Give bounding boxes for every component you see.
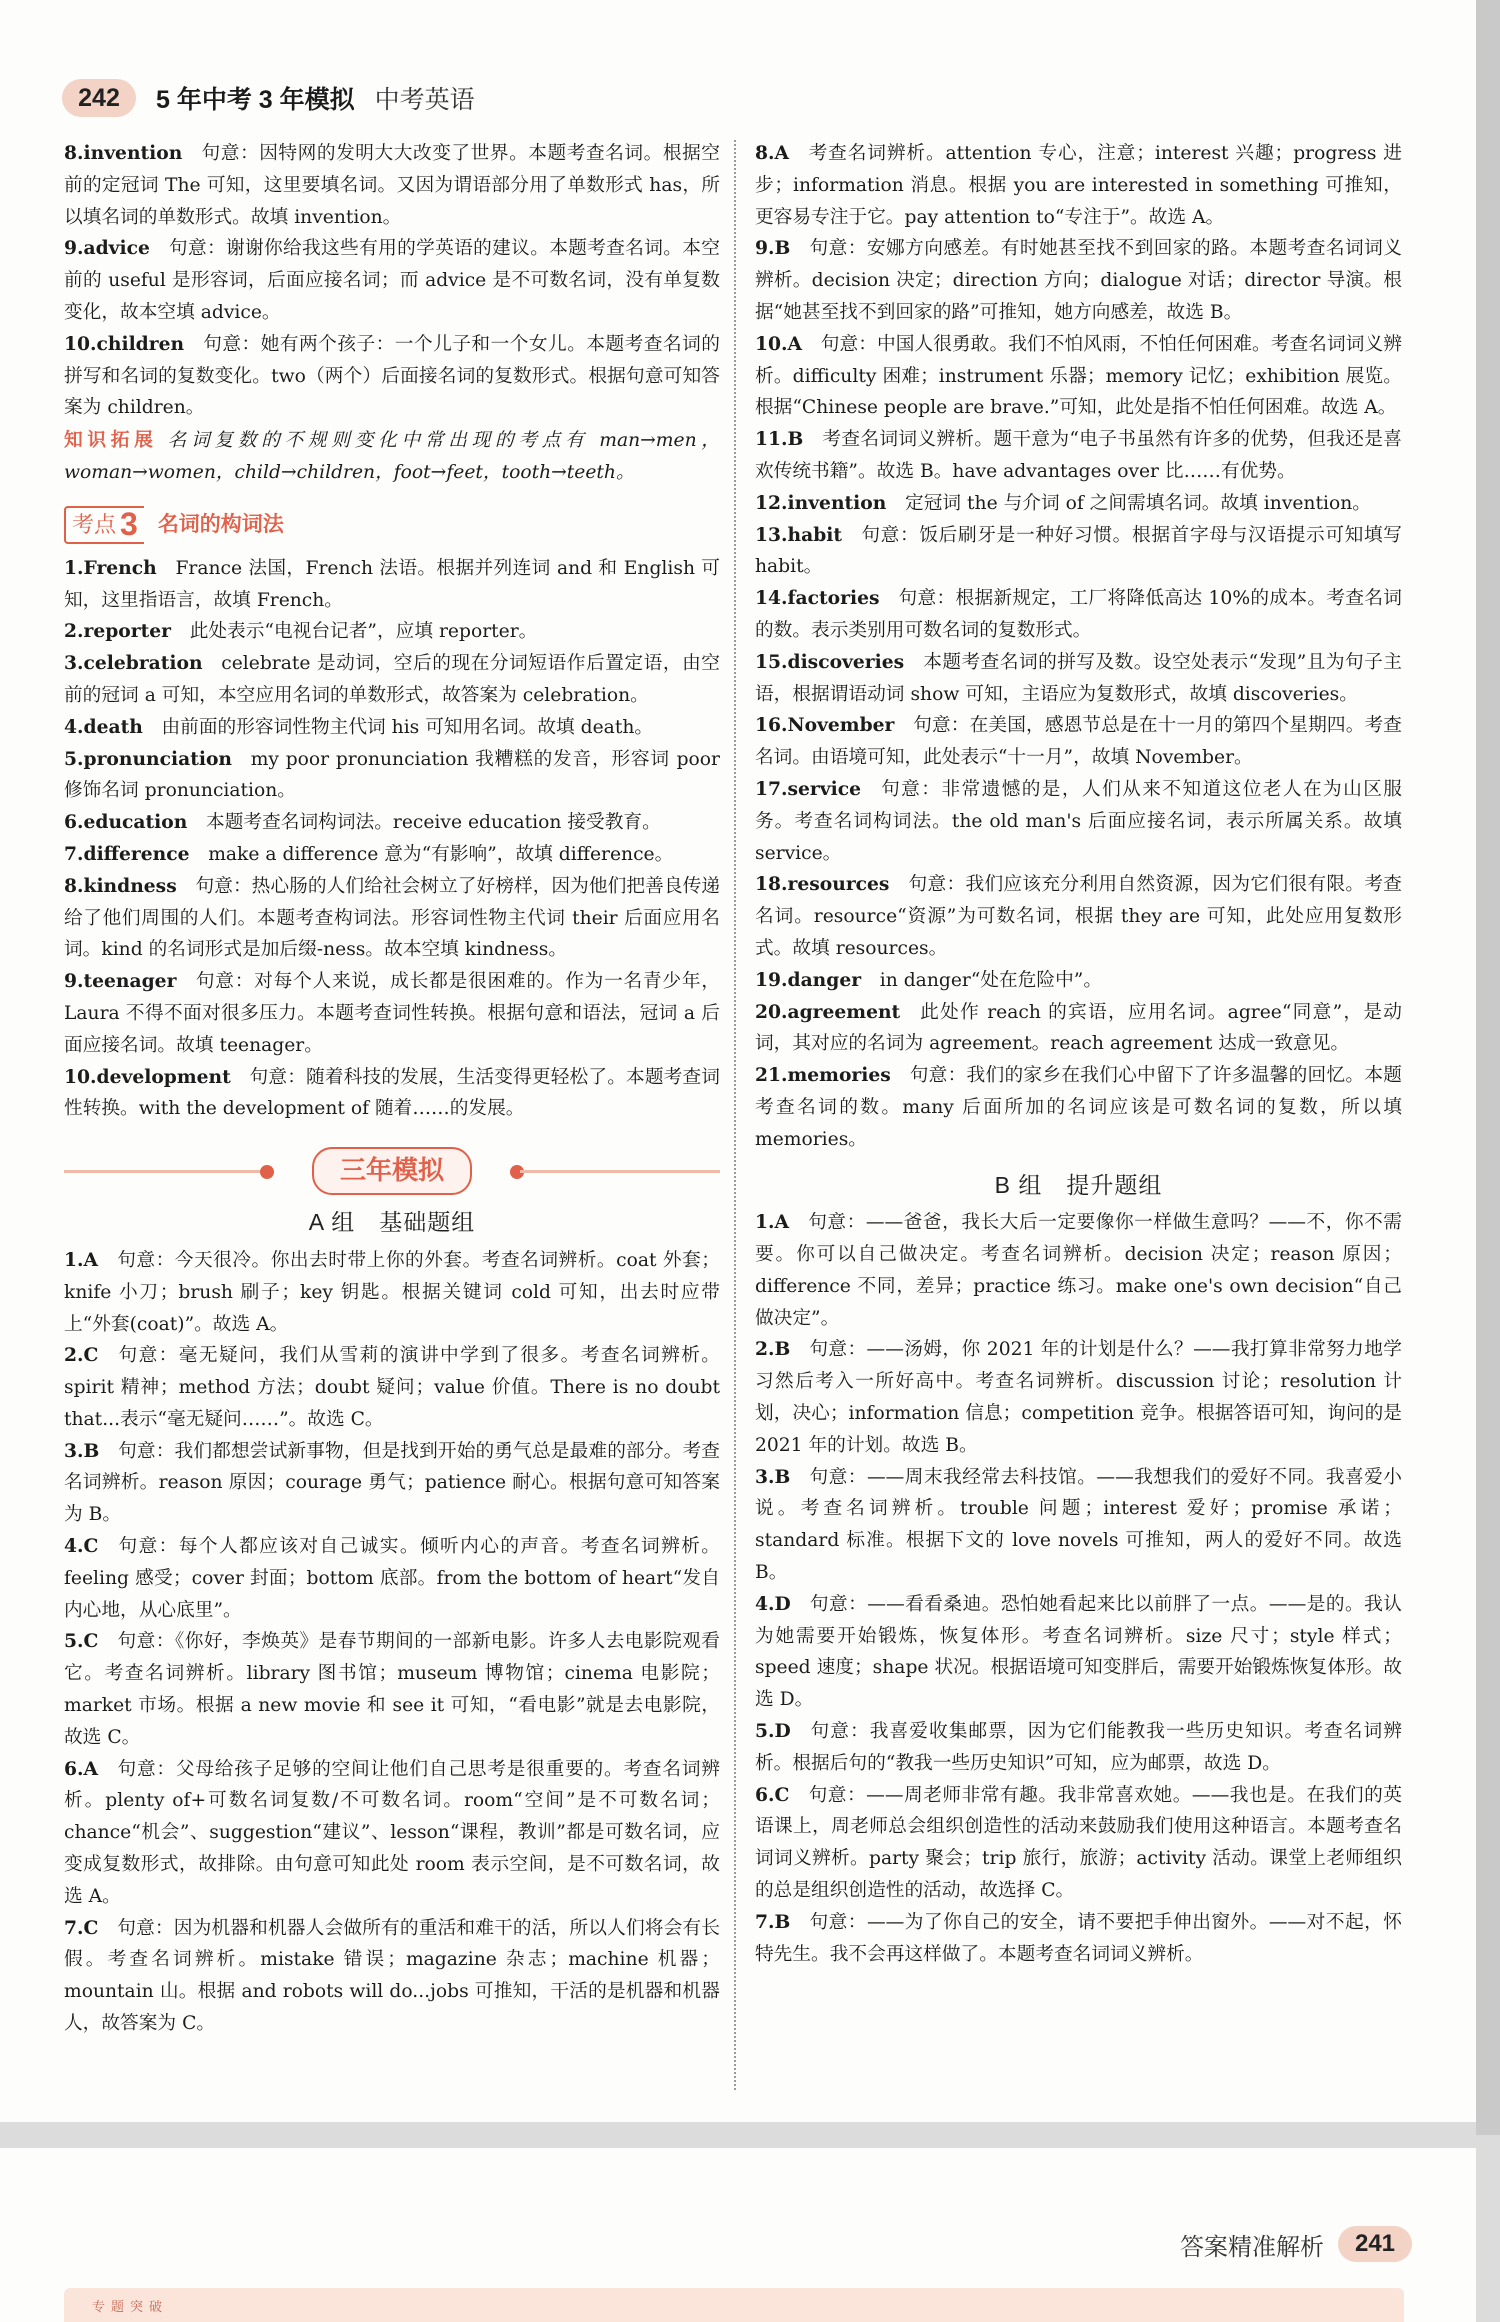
- answer-explanation: 句意：——周老师非常有趣。我非常喜欢她。——我也是。在我们的英语课上，周老师总会组织创造性的活动来鼓励我们使用这种语言。本题考查名词词义辨析。party 聚会；trip 旅行，旅游；activity 活动。课堂上老师组织的总是组织创造性的活动，故选择 C。: [755, 1784, 1402, 1902]
- answer-explanation: 考查名词辨析。attention 专心，注意；interest 兴趣；progress 进步；information 消息。根据 you are interested in something 可推知，更容易专注于它。pay attention to“专注于”。故选 A。: [755, 143, 1402, 228]
- answer-item: [755, 869, 1402, 964]
- answer-item: [64, 839, 720, 871]
- answer-number: 4.D: [755, 1592, 791, 1615]
- kaodian-label: 考点: [72, 511, 117, 537]
- answer-item: [64, 966, 720, 1061]
- answer-number: 6.C: [755, 1783, 790, 1806]
- answer-item: [64, 1436, 720, 1531]
- answer-item: [755, 1462, 1402, 1589]
- answer-number: 2.C: [64, 1344, 99, 1367]
- answer-explanation: 句意：中国人很勇敢。我们不怕风雨，不怕任何困难。考查名词词义辨析。difficulty 困难；instrument 乐器；memory 记忆；exhibition 展览。根据“Chinese people are brave.”可知，此处是指不怕任何困难。故选 A。: [755, 333, 1402, 419]
- answer-explanation: 定冠词 the 与介词 of 之间需填名词。故填 invention。: [905, 492, 1371, 514]
- answer-explanation: 句意：热心肠的人们给社会树立了好榜样，因为他们把善良传递给了他们周围的人们。本题考查构词法。形容词性物主代词 their 后面应用名词。kind 的名词形式是加后缀-ness。故本空填 kindness。: [64, 875, 720, 961]
- group-b-answers: [755, 1207, 1402, 1970]
- kaodian-heading: [64, 503, 720, 547]
- answer-explanation: 句意：随着科技的发展，生活变得更轻松了。本题考查词性转换。with the development of 随着……的发展。: [64, 1066, 720, 1120]
- answer-item: [64, 1913, 720, 2040]
- column-divider: [734, 140, 736, 2090]
- answer-number: 1.A: [64, 1248, 99, 1271]
- answer-explanation: 句意：因为机器和机器人会做所有的重活和难干的活，所以人们将会有长假。考查名词辨析。mistake 错误；magazine 杂志；machine 机器；mountain 山。根据 and robots will do...jobs 可推知，干活的是机器和机器人，故答案为 C。: [64, 1917, 720, 2035]
- answer-item: [64, 1531, 720, 1626]
- answer-explanation: 句意：对每个人来说，成长都是很困难的。作为一名青少年，Laura 不得不面对很多压力。本题考查词性转换。根据句意和语法，冠词 a 后面应接名词。故填 teenager。: [64, 971, 720, 1056]
- answer-explanation: my poor pronunciation 我糟糕的发音，形容词 poor 修饰名词 pronunciation。: [64, 748, 720, 802]
- answer-number: 18.resources: [755, 873, 890, 896]
- answer-number: 3.B: [755, 1465, 791, 1488]
- answer-item: [755, 997, 1402, 1061]
- answer-item: [755, 488, 1402, 520]
- answer-number: 8.invention: [64, 142, 183, 164]
- answer-item: [755, 520, 1402, 584]
- page-header: [62, 76, 475, 120]
- answer-explanation: 句意：父母给孩子足够的空间让他们自己思考是很重要的。考查名词辨析。plenty of+可数名词复数/不可数名词。room“空间”是不可数名词；chance“机会”、suggestion“建议”、lesson“课程，教训”都是可数名词，应变成复数形式，故排除。由句意可知此处 room 表示空间，是不可数名词，故选 A。: [64, 1758, 720, 1907]
- next-page-title: 答案精准解析: [1180, 2233, 1324, 2261]
- answer-number: 8.A: [755, 142, 790, 164]
- kaodian-number: 3: [120, 505, 138, 542]
- answer-number: 2.reporter: [64, 620, 171, 643]
- group-a-title: A 组 基础题组: [308, 1209, 476, 1236]
- answer-explanation: 本题考查名词的拼写及数。设空处表示“发现”且为句子主语，根据谓语动词 show 可知，主语应为复数形式，故填 discoveries。: [755, 651, 1402, 705]
- answer-item: [755, 774, 1402, 869]
- section-banner-title: 三年模拟: [312, 1147, 472, 1195]
- answer-item: [755, 233, 1402, 328]
- answer-number: 9.advice: [64, 237, 150, 260]
- answer-explanation: 句意：——为了你自己的安全，请不要把手伸出窗外。——对不起，怀特先生。我不会再这样做了。本题考查名词词义辨析。: [755, 1911, 1402, 1965]
- answer-item: [64, 712, 720, 744]
- answer-explanation: 句意：——周末我经常去科技馆。——我想我们的爱好不同。我喜爱小说。考查名词辨析。trouble 问题；interest 爱好；promise 承诺；standard 标准。根据下文的 love novels 可推知，两人的爱好不同。故选 B。: [755, 1466, 1402, 1584]
- answer-explanation: 句意：非常遗憾的是，人们从来不知道这位老人在为山区服务。考查名词构词法。the old man's 后面应接名词，表示所属关系。故填 service。: [755, 778, 1402, 864]
- answer-number: 7.B: [755, 1910, 791, 1933]
- next-page-band: [64, 2288, 1404, 2322]
- answer-item: [64, 553, 720, 617]
- answer-number: 1.French: [64, 556, 157, 579]
- next-page-number: 241: [1338, 2226, 1412, 2262]
- answer-item: [755, 1780, 1402, 1907]
- answer-explanation: 句意：——爸爸，我长大后一定要像你一样做生意吗？——不，你不需要。你可以自己做决定。考查名词辨析。decision 决定；reason 原因；difference 不同，差异；practice 练习。make one's own decision“自己做决定”。: [755, 1212, 1402, 1329]
- answer-item: [755, 1207, 1402, 1334]
- answer-explanation: 句意：根据新规定，工厂将降低高达 10%的成本。考查名词的数。表示类别用可数名词的复数形式。: [755, 588, 1402, 641]
- answer-item: [755, 1060, 1402, 1155]
- book-subtitle: 中考英语: [374, 86, 475, 114]
- answer-item: [64, 233, 720, 328]
- answer-number: 3.celebration: [64, 652, 203, 675]
- answer-number: 8.kindness: [64, 874, 177, 897]
- answer-item: [64, 1626, 720, 1753]
- answer-explanation: 句意：今天很冷。你出去时带上你的外套。考查名词辨析。coat 外套；knife 小刀；brush 刷子；key 钥匙。根据关键词 cold 可知，出去时应带上“外套(coat)”。故选 A。: [64, 1249, 720, 1335]
- answer-item: [755, 1716, 1402, 1780]
- answer-explanation: 句意：毫无疑问，我们从雪莉的演讲中学到了很多。考查名词辨析。spirit 精神；method 方法；doubt 疑问；value 价值。There is no doubt that...表示“毫无疑问……”。故选 C。: [64, 1345, 720, 1430]
- answer-number: 16.November: [755, 714, 895, 737]
- answer-item: [64, 1754, 720, 1913]
- tip-text: 名词复数的不规则变化中常出现的考点有 man→men，woman→women，child→children，foot→feet，tooth→teeth。: [64, 430, 720, 483]
- answer-item: [755, 583, 1402, 647]
- answer-explanation: 考查名词词义辨析。题干意为“电子书虽然有许多的优势，但我还是喜欢传统书籍”。故选 B。have advantages over 比……有优势。: [755, 429, 1402, 482]
- answer-explanation: 句意：在美国，感恩节总是在十一月的第四个星期四。考查名词。由语境可知，此处表示“十一月”，故填 November。: [755, 715, 1402, 769]
- intro-answers: [64, 138, 720, 424]
- answer-number: 14.factories: [755, 587, 880, 610]
- page-number-badge: 242: [62, 79, 136, 117]
- answer-item: [755, 710, 1402, 774]
- banner-line-right: [520, 1170, 720, 1173]
- answer-number: 5.C: [64, 1630, 99, 1653]
- answer-item: [755, 1589, 1402, 1716]
- answer-explanation: celebrate 是动词，空后的现在分词短语作后置定语，由空前的冠词 a 可知，本空应用名词的单数形式，故答案为 celebration。: [64, 653, 720, 706]
- answer-explanation: 句意：每个人都应该对自己诚实。倾听内心的声音。考查名词辨析。feeling 感受；cover 封面；bottom 底部。from the bottom of heart“发自内心地，从心底里”。: [64, 1536, 720, 1621]
- kaodian-badge: [64, 506, 144, 544]
- answer-number: 4.C: [64, 1535, 99, 1558]
- answer-item: [64, 1062, 720, 1126]
- answer-item: [755, 329, 1402, 424]
- answer-explanation: 句意：饭后刷牙是一种好习惯。根据首字母与汉语提示可知填写 habit。: [755, 524, 1402, 578]
- answer-item: [64, 1245, 720, 1340]
- answer-number: 21.memories: [755, 1064, 891, 1087]
- page-edge-shadow: [1476, 0, 1500, 2135]
- answer-explanation: 句意：她有两个孩子：一个儿子和一个女儿。本题考查名词的拼写和名词的复数变化。two（两个）后面接名词的复数形式。根据句意可知答案为 children。: [64, 333, 720, 419]
- right-top-answers: [755, 138, 1402, 1156]
- answer-number: 5.pronunciation: [64, 747, 233, 770]
- tip-label: 知识拓展: [64, 429, 158, 451]
- answer-item: [64, 744, 720, 808]
- answer-number: 1.A: [755, 1211, 790, 1234]
- answer-item: [64, 329, 720, 424]
- kaodian-title: 名词的构词法: [157, 512, 284, 536]
- answer-item: [64, 138, 720, 233]
- answer-item: [755, 1334, 1402, 1461]
- answer-explanation: 此处表示“电视台记者”，应填 reporter。: [189, 621, 538, 643]
- answer-number: 19.danger: [755, 968, 862, 991]
- answer-item: [755, 138, 1402, 233]
- book-title: 5 年中考 3 年模拟: [156, 86, 355, 114]
- answer-explanation: 句意：我喜爱收集邮票，因为它们能教我一些历史知识。考查名词辨析。根据后句的“教我一些历史知识”可知，应为邮票，故选 D。: [755, 1721, 1402, 1774]
- answer-number: 12.invention: [755, 491, 887, 514]
- answer-item: [64, 871, 720, 966]
- answer-number: 7.C: [64, 1916, 99, 1939]
- answer-explanation: 句意：安娜方向感差。有时她甚至找不到回家的路。本题考查名词词义辨析。decision 决定；direction 方向；dialogue 对话；director 导演。根据“她甚至找不到回家的路”可推知，她方向感差，故选 B。: [755, 238, 1402, 323]
- banner-dot-left: [260, 1165, 274, 1179]
- group-b-title: B 组 提升题组: [994, 1171, 1163, 1198]
- answer-item: [64, 1340, 720, 1435]
- answer-explanation: 句意：我们应该充分利用自然资源，因为它们很有限。考查名词。resource“资源”为可数名词，根据 they are 可知，此处应用复数形式。故填 resources。: [755, 874, 1402, 959]
- answer-number: 6.A: [64, 1757, 99, 1780]
- answer-item: [64, 616, 720, 648]
- answer-number: 5.D: [755, 1720, 791, 1743]
- answer-number: 17.service: [755, 777, 861, 800]
- answer-number: 2.B: [755, 1338, 791, 1361]
- answer-number: 3.B: [64, 1439, 100, 1462]
- next-page-header: [1180, 2226, 1412, 2262]
- answer-explanation: make a difference 意为“有影响”，故填 difference。: [208, 843, 674, 865]
- answer-number: 11.B: [755, 428, 804, 451]
- answer-item: [755, 647, 1402, 711]
- answer-number: 10.children: [64, 332, 185, 355]
- answer-item: [755, 424, 1402, 488]
- answer-number: 7.difference: [64, 842, 190, 865]
- answer-explanation: 由前面的形容词性物主代词 his 可知用名词。故填 death。: [161, 716, 654, 738]
- group-a-answers: [64, 1245, 720, 2040]
- answer-item: [64, 807, 720, 839]
- kaodian-answers: [64, 553, 720, 1125]
- next-page-preview: [0, 2148, 1476, 2322]
- answer-explanation: France 法国，French 法语。根据并列连词 and 和 English 可知，这里指语言，故填 French。: [64, 557, 720, 611]
- answer-explanation: 句意：——看看桑迪。恐怕她看起来比以前胖了一点。——是的。我认为她需要开始锻炼，恢复体形。考查名词辨析。size 尺寸；style 样式；speed 速度；shape 状况。根据语境可知变胖后，需要开始锻炼恢复体形。故选 D。: [755, 1593, 1402, 1711]
- answer-explanation: 句意：——汤姆，你 2021 年的计划是什么？——我打算非常努力地学习然后考入一所好高中。考查名词辨析。discussion 讨论；resolution 计划，决心；information 信息；competition 竞争。根据答语可知，询问的是 2021 年的计划。故选 B。: [755, 1339, 1402, 1456]
- section-banner: [64, 1143, 720, 1199]
- answer-number: 9.teenager: [64, 970, 177, 993]
- left-column: [64, 138, 720, 2040]
- answer-explanation: 句意：因特网的发明大大改变了世界。本题考查名词。根据空前的定冠词 The 可知，这里要填名词。又因为谓语部分用了单数形式 has，所以填名词的单数形式。故填 invention。: [64, 143, 720, 228]
- knowledge-tip: [64, 424, 720, 489]
- answer-item: [755, 965, 1402, 997]
- answer-explanation: in danger“处在危险中”。: [879, 969, 1103, 991]
- answer-number: 6.education: [64, 811, 188, 834]
- answer-number: 10.development: [64, 1065, 231, 1088]
- answer-number: 9.B: [755, 237, 791, 260]
- next-page-tag: 专题突破: [92, 2298, 169, 2314]
- answer-number: 20.agreement: [755, 1000, 901, 1023]
- answer-explanation: 句意：我们的家乡在我们心中留下了许多温馨的回忆。本题考查名词的数。many 后面所加的名词应该是可数名词的复数，所以填 memories。: [755, 1065, 1402, 1150]
- answer-number: 15.discoveries: [755, 650, 905, 673]
- answer-explanation: 句意：谢谢你给我这些有用的学英语的建议。本题考查名词。本空前的 useful 是形容词，后面应接名词；而 advice 是不可数名词，没有单复数变化，故本空填 advice。: [64, 238, 720, 323]
- banner-line-left: [64, 1170, 264, 1173]
- right-column: [755, 138, 1402, 1970]
- answer-item: [64, 648, 720, 712]
- answer-explanation: 此处作 reach 的宾语，应用名词。agree“同意”，是动词，其对应的名词为 agreement。reach agreement 达成一致意见。: [755, 1001, 1402, 1055]
- answer-item: [755, 1907, 1402, 1971]
- answer-number: 13.habit: [755, 523, 843, 546]
- answer-number: 10.A: [755, 332, 803, 355]
- answer-explanation: 句意：《你好，李焕英》是春节期间的一部新电影。许多人去电影院观看它。考查名词辨析。library 图书馆；museum 博物馆；cinema 电影院；market 市场。根据 a new movie 和 see it 可知，“看电影”就是去电影院，故选 C。: [64, 1631, 720, 1748]
- answer-explanation: 本题考查名词构词法。receive education 接受教育。: [206, 812, 661, 834]
- answer-number: 4.death: [64, 715, 143, 738]
- answer-explanation: 句意：我们都想尝试新事物，但是找到开始的勇气总是最难的部分。考查名词辨析。reason 原因；courage 勇气；patience 耐心。根据句意可知答案为 B。: [64, 1440, 720, 1526]
